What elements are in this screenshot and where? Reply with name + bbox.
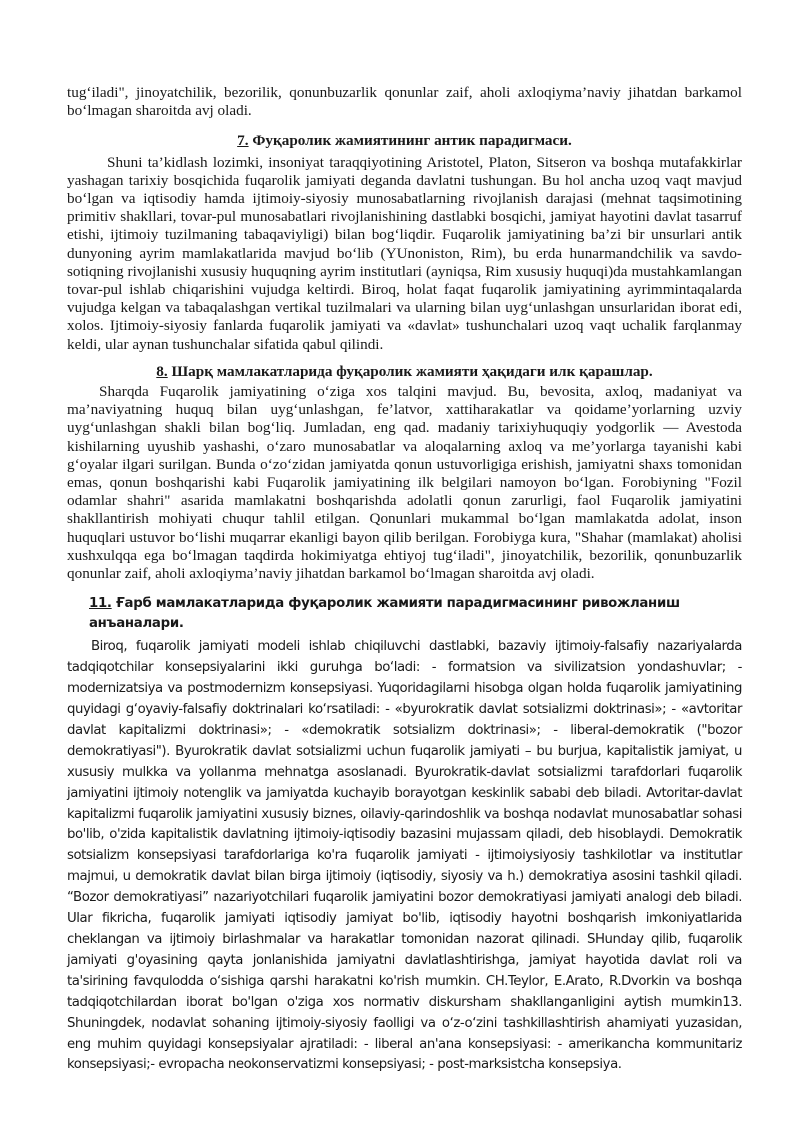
section-7-body: Shuni ta’kidlash lozimki, insoniyat taraqqiyotining Aristotel, Platon, Sitseron va boshqa mutafakkirlar yashagan tarixiy bosqichida fuqarolik jamiyati deganda davlatni tushungan. Bu hol ancha uzoq vaqt mavjud bo‘lgan va iqtisodiy hamda ijtimoiy-siyosiy munosabatlarning rivojlanish darajasi (mehnat taqsimotining primitiv shakllari, tovar-pul munosabatlari rivojlanishining dastlabki bosqichi, jamiyat hayotini davlat tasarruf etishi, ijtimoiy tuzilmaning tabaqaviyligi) bilan bog‘liqdir. Fuqarolik jamiyatining ba’zi bir unsurlari antik dunyoning ayrim mamlakatlarida mavjud bo‘lib (YUnoniston, Rim), bu erda hunarmandchilik va savdo-sotiqning rivojlanishi xususiy huquqning ayrim institutlari (ayniqsa, Rim xususiy huquqi)da mustahkamlangan tovar-pul ishlab chiqarishini vujudga keltirdi. Biroq, holat faqat fuqarolik jamiyatining ayrimmintaqalarda vujudga kelgan va tabaqalashgan vertikal tuzilmalari va ularning bilan uyg‘unlashgan unsurlaridan iborat edi, xolos. Ijtimoiy-siyosiy fanlarda fuqarolik jamiyati va «davlat» tushunchalari uzoq vaqt uchalik farqlanmay keldi, ular aynan tushunchalar sifatida qabul qilindi.	[67, 153, 742, 353]
document-page	[67, 84, 742, 1076]
section-8-number: 8.	[156, 362, 168, 380]
section-7-title: Фуқаролик жамиятининг антик парадигмаси.	[252, 132, 572, 150]
section-8-title: Шарқ мамлакатларида фуқаролик жамияти ҳақидаги илк қарашлар.	[171, 362, 653, 380]
section-11-title: Ғарб мамлакатларида фуқаролик жамияти парадигмасининг ривожланиш анъаналари.	[89, 596, 680, 632]
section-7-number: 7.	[237, 132, 249, 150]
section-7-heading	[67, 132, 742, 150]
intro-paragraph: tug‘iladi", jinoyatchilik, bezorilik, qonunbuzarlik qonunlar zaif, aholi axloqiyma’naviy jihatdan barkamol bo‘lmagan sharoitda avj oladi.	[67, 84, 742, 120]
section-8-heading	[67, 363, 742, 381]
section-11-heading	[67, 594, 742, 634]
section-11-number: 11.	[89, 596, 112, 612]
section-11-body: Biroq, fuqarolik jamiyati modeli ishlab chiqiluvchi dastlabki, bazaviy ijtimoiy-falsafiy nazariyalarda tadqiqotchilar konsepsiyalarini ikki guruhga bo‘ladi: - formatsion va sivilizatsion yondashuvlar; - modernizatsiya va postmodernizm konsepsiyasi. Yuqoridagilarni hisobga olgan holda fuqarolik jamiyatining quyidagi g‘oyaviy-falsafiy doktrinalari ko‘rsatiladi: - «byurokratik davlat sotsializmi doktrinasi»; - «avtoritar davlat kapitalizmi doktrinasi»; - «demokratik sotsializm doktrinasi»; - liberal-demokratik ("bozor demokratiyasi"). Byurokratik davlat sotsializmi uchun fuqarolik jamiyati – bu burjua, kapitalistik jamiyat, u xususiy mulkka va yollanma mehnatga asoslanadi. Byurokratik-davlat sotsializmi tarafdorlari fuqarolik jamiyatini ijtimoiy notenglik va jamiyatda kuchayib borayotgan keskinlik sababi deb biladi. Avtoritar-davlat kapitalizmi fuqarolik jamiyatini xususiy biznes, oilaviy-qarindoshlik va boshqa nodavlat munosabatlar sohasi bo'lib, o'zida kapitalistik davlatning ijtimoiy-iqtisodiy bazasini mujassam qiladi, deb hisoblaydi. Demokratik sotsializm konsepsiyasi tarafdorlariga ko'ra fuqarolik jamiyati - ijtimoiysiyosiy tashkilotlar va institutlar majmui, u demokratik davlat bilan birga ijtimoiy (iqtisodiy, siyosiy va h.) demokratiya asosini tashkil qiladi. “Bozor demokratiyasi” nazariyotchilari fuqarolik jamiyatini bozor demokratiyasi jamiyati analogi deb biladi. Ular fikricha, fuqarolik jamiyati iqtisodiy jamiyat bo'lib, iqtisodiy hayotni boshqarish imkoniyatlarida cheklangan va ijtimoiy birlashmalar va harakatlar tomonidan nazorat qilinadi. SHunday qilib, fuqarolik jamiyati g'oyasining qayta jonlanishida jamiyatni davlatlashtirishga, jamiyat hayotida davlat roli va ta'sirining favqulodda o‘sishiga qarshi harakatni ko'rish mumkin. CH.Teylor, E.Arato, R.Dvorkin va boshqa tadqiqotchilardan iborat bo'lgan o'ziga xos normativ diskursham shakllanganligini aytish mumkin13. Shuningdek, nodavlat sohaning ijtimoiy-siyosiy faolligi va o‘z-o‘zini tashkillashtirish ahamiyati yuzasidan, eng muhim quyidagi konsepsiyalar ajratiladi: - liberal an'ana konsepsiyasi: - amerikancha kommunitariz konsepsiyasi;- evropacha neokonservatizmi konsepsiyasi; - post-marksistcha konsepsiya.	[67, 639, 742, 1073]
section-8-body: Sharqda Fuqarolik jamiyatining o‘ziga xos talqini mavjud. Bu, bevosita, axloq, madaniyat va ma’naviyatning huquq bilan uyg‘unlashgan, fe’latvor, xattiharakatlar va qoidame’yorlarning uzviy uyg‘unlashgan shakli bilan bog‘liq. Jumladan, eng qad. madaniy tarixiyhuquqiy yodgorlik — Avestoda kishilarning uyushib yashashi, o‘zaro munosabatlar va aloqalarning axloq va me’yorlarga tayanishi kabi g‘oyalar ilgari surilgan. Bunda o‘zo‘zidan jamiyatda qonun ustuvorligiga erishish, jamiyatni shaxs tomonidan emas, qonun boshqarishi kabi Fuqarolik jamiyatining ilk belgilari namoyon bo‘lgan. Forobiyning "Fozil odamlar shahri" asarida mamlakatni boshqarishda adolatli qonun zarurligi, faol Fuqarolik jamiyatini shakllantirish mohiyati chuqur tahlil etilgan. Qonunlari mukammal bo‘lgan mamlakatda adolat, inson huquqlari ustuvor bo‘lishi muqarrar ekanligi bayon qilib berilgan. Forobiyga kura, "Shahar (mamlakat) aholisi xushxulqqa ega bo‘lmagan taqdirda hokimiyatga ehtiyoj tug‘iladi", jinoyatchilik, bezorilik, qonunbuzarlik qonunlar zaif, aholi axloqiyma’naviy jihatdan barkamol bo‘lmagan sharoitda avj oladi.	[67, 383, 742, 583]
